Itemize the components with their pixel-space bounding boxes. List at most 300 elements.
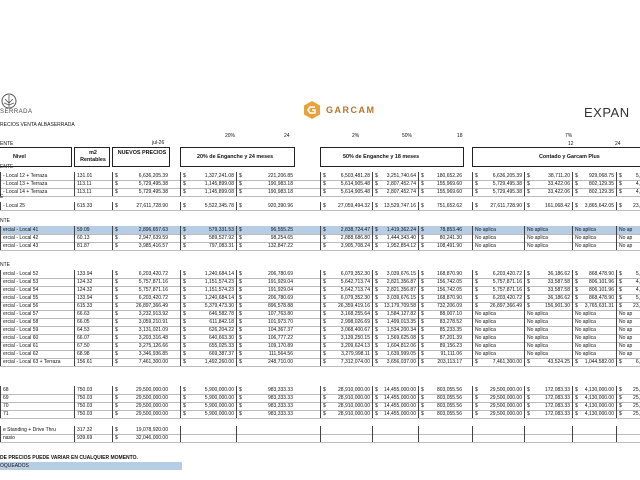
cell-value: 5,757,871.16	[492, 279, 522, 285]
table-cell-d	[372, 302, 418, 310]
table-cell-d	[372, 410, 418, 418]
cell-value: 180,652.26	[436, 173, 462, 179]
table-cell-a	[180, 286, 236, 294]
currency-symbol: $	[183, 395, 186, 401]
table-cell-price	[112, 226, 170, 234]
table-row[interactable]	[0, 410, 640, 419]
table-cell-d	[372, 294, 418, 302]
table-cell-a	[180, 358, 236, 366]
cell-value: 29,500,000.00	[490, 395, 522, 401]
table-cell-g	[524, 226, 572, 234]
table-cell-f	[472, 410, 524, 418]
header-nivel: Nivel	[13, 154, 26, 160]
table-cell-f	[472, 358, 524, 366]
table-cell-a	[180, 180, 236, 188]
table-cell-c	[320, 278, 372, 286]
cell-value: 25,	[633, 411, 640, 417]
cell-value: 68.98	[77, 351, 90, 357]
table-cell-a	[180, 326, 236, 334]
cell-value: 4,	[635, 181, 640, 187]
currency-symbol: $	[239, 235, 242, 241]
currency-symbol: $	[183, 235, 186, 241]
table-cell-f	[472, 334, 524, 342]
pct-label: 24	[615, 141, 621, 147]
table-cell-a	[180, 202, 236, 210]
currency-symbol: $	[575, 181, 578, 187]
currency-symbol: $	[527, 189, 530, 195]
cell-value: 5,900,000.00	[204, 395, 234, 401]
currency-symbol: $	[421, 287, 424, 293]
table-cell-c	[320, 350, 372, 358]
cell-value: No aplica	[475, 311, 496, 317]
table-cell-m2	[74, 294, 110, 302]
table-cell-e	[418, 426, 464, 434]
cell-value: 803,055.56	[436, 411, 462, 417]
table-cell-g	[524, 394, 572, 402]
currency-symbol: $	[527, 271, 530, 277]
currency-symbol: $	[323, 235, 326, 241]
table-cell-b	[236, 334, 295, 342]
table-cell-h	[572, 318, 616, 326]
table-cell-b	[236, 386, 295, 394]
cell-value: 5,729,495.38	[138, 181, 168, 187]
cell-value: 88,007.10	[439, 311, 462, 317]
currency-symbol: $	[323, 319, 326, 325]
cell-value: 19,078,920.00	[136, 427, 168, 433]
currency-symbol: $	[527, 395, 530, 401]
cell-value: 920,390.96	[267, 203, 293, 209]
table-cell-e	[418, 326, 464, 334]
cell-value: No aplica	[575, 343, 596, 349]
currency-symbol: $	[115, 173, 118, 179]
header-nuevos-precios: NUEVOS PRECIOS	[117, 150, 167, 156]
currency-symbol: $	[115, 359, 118, 365]
table-cell-d	[372, 270, 418, 278]
table-cell-f	[472, 180, 524, 188]
cell-value: 669,387.37	[208, 351, 234, 357]
table-cell-f	[472, 402, 524, 410]
currency-symbol: $	[115, 435, 118, 441]
table-cell-c	[320, 188, 372, 196]
currency-symbol: $	[239, 311, 242, 317]
pct-label: 12	[568, 141, 574, 147]
currency-symbol: $	[375, 295, 378, 301]
cell-value: 124.32	[77, 279, 93, 285]
table-cell-h	[572, 394, 616, 402]
header-g3-box	[472, 147, 640, 167]
table-cell-f	[472, 394, 524, 402]
table-cell-b	[236, 188, 295, 196]
cell-value: 983,333.33	[267, 387, 293, 393]
table-cell-h	[572, 242, 616, 250]
table-cell-c	[320, 286, 372, 294]
table-cell-i	[616, 426, 640, 434]
currency-symbol: $	[421, 343, 424, 349]
table-cell-name	[0, 202, 72, 210]
cell-value: 29,500,000.00	[136, 403, 168, 409]
table-row[interactable]	[0, 202, 640, 211]
group-title: E	[0, 194, 4, 200]
table-cell-g	[524, 286, 572, 294]
blocked-legend: OQUEADOS	[0, 462, 182, 470]
table-cell-b	[236, 342, 295, 350]
cell-value: 983,333.33	[267, 403, 293, 409]
table-cell-i	[616, 302, 640, 310]
cell-value: 6,079,352.30	[340, 295, 370, 301]
cell-value: 3,275,126.66	[138, 343, 168, 349]
cell-value: 113.11	[77, 189, 92, 195]
cell-value: 3,251,740.64	[386, 173, 416, 179]
cell-value: 33,587.58	[547, 279, 570, 285]
table-cell-price	[112, 270, 170, 278]
cell-value: No ap	[619, 227, 633, 233]
table-cell-d	[372, 226, 418, 234]
cell-value: 98,254.65	[270, 235, 293, 241]
table-cell-name	[0, 188, 72, 196]
cell-value: 3,656,037.00	[386, 359, 416, 365]
table-cell-i	[616, 318, 640, 326]
table-cell-c	[320, 334, 372, 342]
table-cell-c	[320, 226, 372, 234]
cell-value: No aplica	[475, 327, 496, 333]
table-row[interactable]	[0, 434, 640, 443]
cell-value: 5,729,495.38	[492, 181, 522, 187]
currency-symbol: $	[239, 181, 242, 187]
table-cell-f	[472, 318, 524, 326]
cell-value: 5,900,000.00	[204, 403, 234, 409]
header-nuevos-box	[112, 147, 170, 167]
cell-value: 7,312,074.00	[340, 359, 370, 365]
table-cell-m2	[74, 234, 110, 242]
currency-symbol: $	[239, 303, 242, 309]
currency-symbol: $	[619, 203, 622, 209]
currency-symbol: $	[421, 327, 424, 333]
albaserrada-logo	[0, 92, 44, 120]
currency-symbol: $	[421, 359, 424, 365]
cell-value: 5,757,871.16	[492, 287, 522, 293]
table-cell-m2	[74, 334, 110, 342]
table-cell-g	[524, 434, 572, 442]
cell-value: 206,780.69	[267, 295, 293, 301]
cell-value: 3,059,210.91	[138, 319, 168, 325]
currency-symbol: $	[183, 189, 186, 195]
currency-symbol: $	[421, 319, 424, 325]
currency-symbol: $	[323, 287, 326, 293]
currency-symbol: $	[115, 343, 118, 349]
table-cell-b	[236, 270, 295, 278]
cell-value: 983,333.33	[267, 395, 293, 401]
cell-value: ercial - Local 52	[3, 271, 39, 277]
group-title: NTE	[0, 218, 10, 224]
table-cell-d	[372, 286, 418, 294]
table-row[interactable]	[0, 242, 640, 251]
cell-value: ercial - Local 41	[3, 227, 39, 233]
table-cell-i	[616, 294, 640, 302]
currency-symbol: $	[115, 395, 118, 401]
currency-symbol: $	[115, 403, 118, 409]
currency-symbol: $	[239, 387, 242, 393]
currency-symbol: $	[115, 303, 118, 309]
table-cell-h	[572, 226, 616, 234]
cell-value: 59.09	[77, 227, 90, 233]
table-cell-c	[320, 434, 372, 442]
cell-value: 732,206.09	[436, 303, 462, 309]
table-cell-e	[418, 342, 464, 350]
table-cell-price	[112, 188, 170, 196]
cell-value: 89,156.23	[439, 343, 462, 349]
cell-value: 27,059,494.32	[338, 203, 370, 209]
table-cell-g	[524, 426, 572, 434]
table-cell-a	[180, 402, 236, 410]
currency-symbol: $	[619, 271, 622, 277]
table-cell-a	[180, 386, 236, 394]
currency-symbol: $	[421, 181, 424, 187]
table-cell-b	[236, 402, 295, 410]
currency-symbol: $	[421, 279, 424, 285]
table-row[interactable]	[0, 188, 640, 197]
table-cell-e	[418, 402, 464, 410]
cell-value: 23,	[633, 203, 640, 209]
table-cell-c	[320, 402, 372, 410]
currency-symbol: $	[527, 287, 530, 293]
cell-value: 6,203,420.72	[492, 295, 522, 301]
cell-value: 5,522,345.78	[204, 203, 234, 209]
currency-symbol: $	[475, 387, 478, 393]
table-cell-m2	[74, 278, 110, 286]
table-cell-b	[236, 180, 295, 188]
currency-symbol: $	[323, 227, 326, 233]
table-cell-price	[112, 402, 170, 410]
cell-value: No aplica	[475, 319, 496, 325]
table-cell-price	[112, 350, 170, 358]
table-cell-h	[572, 386, 616, 394]
cell-value: 750.03	[77, 403, 93, 409]
table-cell-e	[418, 270, 464, 278]
table-cell-b	[236, 226, 295, 234]
currency-symbol: $	[183, 181, 186, 187]
cell-value: - Local 13 + Terraza	[3, 181, 48, 187]
currency-symbol: $	[183, 403, 186, 409]
date-label: jul-26	[152, 140, 165, 146]
table-cell-name	[0, 326, 72, 334]
cell-value: 3,039,676.15	[386, 271, 416, 277]
cell-value: 155,969.60	[436, 181, 462, 187]
table-cell-b	[236, 410, 295, 418]
currency-symbol: $	[421, 295, 424, 301]
table-cell-name	[0, 434, 72, 442]
table-cell-name	[0, 172, 72, 180]
table-cell-price	[112, 434, 170, 442]
currency-symbol: $	[323, 271, 326, 277]
cell-value: 190,983.18	[267, 181, 293, 187]
table-cell-h	[572, 286, 616, 294]
cell-value: ercial - Local 60	[3, 335, 39, 341]
cell-value: 13,529,747.16	[384, 203, 416, 209]
pct-label: 18	[457, 133, 463, 139]
table-cell-a	[180, 394, 236, 402]
table-cell-m2	[74, 434, 110, 442]
table-cell-m2	[74, 342, 110, 350]
cell-value: 28,910,000.00	[338, 403, 370, 409]
currency-symbol: $	[183, 359, 186, 365]
table-cell-price	[112, 326, 170, 334]
table-cell-e	[418, 188, 464, 196]
cell-value: 108,491.90	[436, 243, 462, 249]
table-cell-c	[320, 394, 372, 402]
table-cell-a	[180, 334, 236, 342]
table-cell-c	[320, 318, 372, 326]
cell-value: No aplica	[475, 351, 496, 357]
cell-value: 6,503,481.28	[340, 173, 370, 179]
cell-value: 5,614,905.48	[340, 181, 370, 187]
table-cell-h	[572, 294, 616, 302]
table-cell-h	[572, 402, 616, 410]
cell-value: 5,757,871.16	[138, 279, 168, 285]
cell-value: 4,130,000.00	[584, 411, 614, 417]
table-cell-f	[472, 188, 524, 196]
table-cell-f	[472, 278, 524, 286]
currency-symbol: $	[527, 387, 530, 393]
cell-value: 6,636,205.39	[492, 173, 522, 179]
currency-symbol: $	[375, 181, 378, 187]
currency-symbol: $	[421, 235, 424, 241]
cell-value: 983,333.33	[267, 411, 293, 417]
cell-value: ercial - Local 61	[3, 343, 39, 349]
currency-symbol: $	[375, 189, 378, 195]
currency-symbol: $	[183, 271, 186, 277]
table-cell-price	[112, 394, 170, 402]
table-cell-price	[112, 386, 170, 394]
table-cell-b	[236, 202, 295, 210]
cell-value: 6,203,420.72	[138, 295, 168, 301]
currency-symbol: $	[115, 271, 118, 277]
table-cell-e	[418, 226, 464, 234]
currency-symbol: $	[575, 287, 578, 293]
currency-symbol: $	[421, 351, 424, 357]
currency-symbol: $	[323, 173, 326, 179]
cell-value: 655,025.33	[208, 343, 234, 349]
table-cell-h	[572, 426, 616, 434]
currency-symbol: $	[323, 327, 326, 333]
cell-value: ercial - Local 53	[3, 279, 39, 285]
table-cell-price	[112, 202, 170, 210]
table-cell-h	[572, 410, 616, 418]
cell-value: ercial - Local 56	[3, 303, 39, 309]
section-label: RECIOS VENTA ALBASERRADA	[0, 122, 75, 128]
currency-symbol: $	[619, 189, 622, 195]
cell-value: 66.63	[77, 311, 90, 317]
table-cell-a	[180, 242, 236, 250]
table-cell-price	[112, 278, 170, 286]
currency-symbol: $	[527, 411, 530, 417]
cell-value: 1,492,260.00	[204, 359, 234, 365]
table-cell-name	[0, 334, 72, 342]
table-cell-d	[372, 310, 418, 318]
cell-value: 111,564.56	[268, 351, 293, 357]
currency-symbol: $	[375, 311, 378, 317]
table-cell-b	[236, 426, 295, 434]
cell-value: 2,807,452.74	[386, 181, 416, 187]
cell-value: 803,055.56	[436, 395, 462, 401]
currency-symbol: $	[527, 303, 530, 309]
currency-symbol: $	[375, 411, 378, 417]
table-cell-b	[236, 318, 295, 326]
cell-value: 589,527.92	[208, 235, 234, 241]
currency-symbol: $	[115, 387, 118, 393]
cell-value: 32,046,000.00	[136, 435, 168, 441]
cell-value: 2,947,639.59	[138, 235, 168, 241]
cell-value: 132,847.22	[267, 243, 293, 249]
cell-value: 13,179,709.58	[384, 303, 416, 309]
table-cell-f	[472, 294, 524, 302]
currency-symbol: $	[375, 235, 378, 241]
cell-value: 26,897,366.49	[136, 303, 168, 309]
cell-value: 91,111.06	[440, 351, 462, 357]
table-cell-price	[112, 242, 170, 250]
cell-value: 29,500,000.00	[490, 387, 522, 393]
table-cell-i	[616, 234, 640, 242]
table-cell-b	[236, 286, 295, 294]
cell-value: 5,900,000.00	[204, 411, 234, 417]
table-cell-f	[472, 310, 524, 318]
table-cell-a	[180, 350, 236, 358]
cell-value: No ap	[619, 311, 633, 317]
cell-value: ercial - Local 62	[3, 351, 39, 357]
currency-symbol: $	[323, 359, 326, 365]
currency-symbol: $	[183, 351, 186, 357]
expan-text: EXPAN	[584, 105, 630, 120]
cell-value: 4,	[635, 189, 640, 195]
cell-value: No aplica	[575, 351, 596, 357]
cell-value: 868,478.90	[588, 295, 614, 301]
cell-value: 206,780.69	[267, 271, 293, 277]
currency-symbol: $	[527, 203, 530, 209]
table-cell-i	[616, 434, 640, 442]
currency-symbol: $	[575, 295, 578, 301]
table-cell-h	[572, 172, 616, 180]
table-cell-b	[236, 172, 295, 180]
cell-value: 1,952,854.12	[386, 243, 416, 249]
table-cell-b	[236, 434, 295, 442]
table-cell-name	[0, 278, 72, 286]
table-cell-a	[180, 426, 236, 434]
cell-value: 5,	[635, 271, 640, 277]
cell-value: 14,455,000.00	[384, 395, 416, 401]
currency-symbol: $	[475, 295, 478, 301]
cell-value: 133.94	[77, 295, 93, 301]
cell-value: 1,240,684.14	[204, 271, 234, 277]
table-cell-g	[524, 188, 572, 196]
cell-value: ercial - Local 59	[3, 327, 39, 333]
table-row[interactable]	[0, 358, 640, 367]
table-cell-g	[524, 234, 572, 242]
currency-symbol: $	[619, 395, 622, 401]
cell-value: 106,777.22	[267, 335, 293, 341]
table-cell-h	[572, 278, 616, 286]
currency-symbol: $	[183, 327, 186, 333]
currency-symbol: $	[421, 411, 424, 417]
currency-symbol: $	[421, 395, 424, 401]
table-cell-h	[572, 202, 616, 210]
table-cell-h	[572, 334, 616, 342]
cell-value: 2,807,452.74	[386, 189, 416, 195]
table-cell-name	[0, 394, 72, 402]
cell-value: 23,	[633, 303, 640, 309]
table-cell-e	[418, 180, 464, 188]
cell-value: 36,186.62	[547, 295, 570, 301]
cell-value: 615.33	[77, 203, 93, 209]
table-cell-i	[616, 188, 640, 196]
